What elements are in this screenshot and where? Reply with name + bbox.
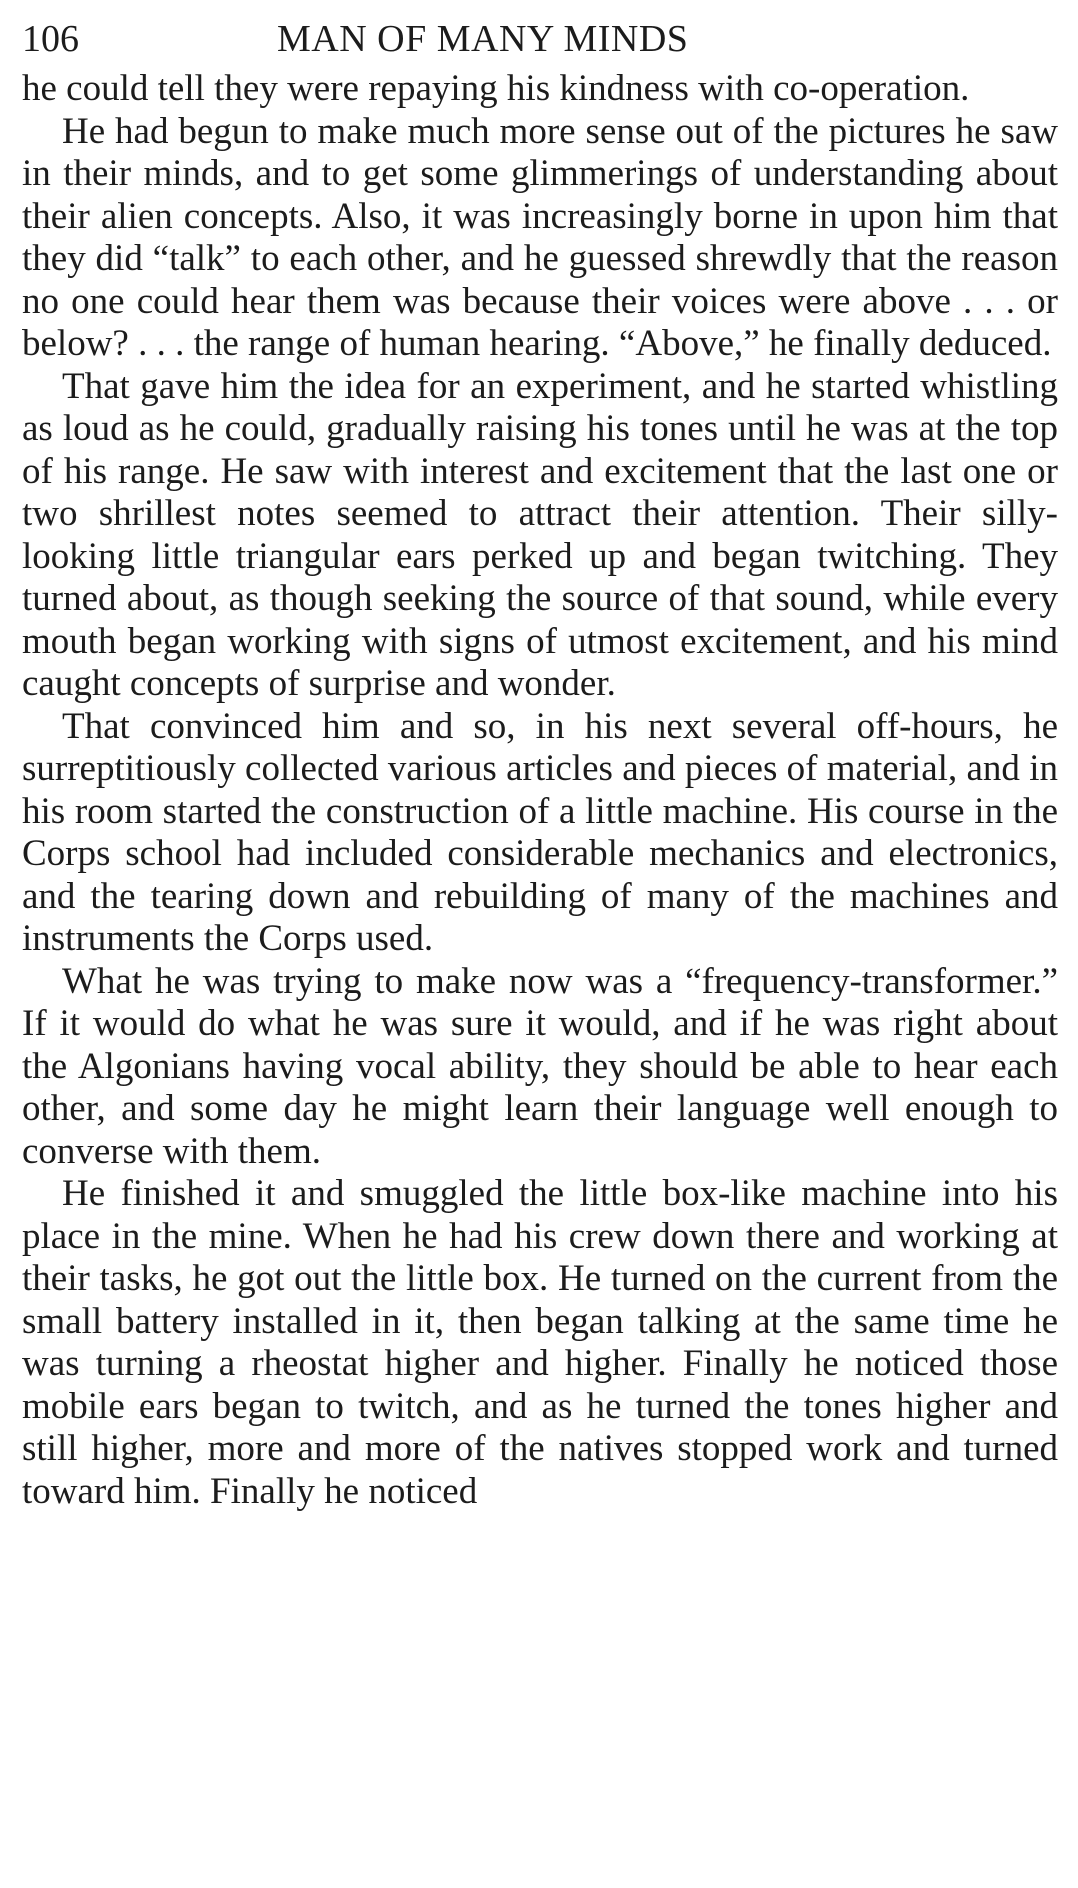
paragraph: That convinced him and so, in his next several off-hours, he surreptitiously collected various articles and pieces of material, and in his room started the construction of a little machine. His course in the Corps school had included considerable mechanics and electronics, and the tearing down and rebuilding of many of the machines and instruments the Corps used. [22,705,1058,959]
paragraph-continued: he could tell they were repaying his kindness with co-operation. [22,68,970,109]
paragraph: He finished it and smuggled the little box-like machine into his place in the mine. When he had his crew down there and working at their tasks, he got out the little box. He turned on the current from the small battery installed in it, then began talking at the same time he was turning a rheostat higher and higher. Finally he noticed those mobile ears began to twitch, and as he turned the tones higher and still higher, more and more of the natives stopped work and turned toward him. Finally he noticed [22,1173,1058,1512]
page-number: 106 [22,18,79,60]
running-title: MAN OF MANY MINDS [277,18,689,60]
page-header [22,10,1058,68]
paragraph: What he was trying to make now was a “frequency-transformer.” If it would do what he was sure it would, and if he was right about the Algonians having vocal ability, they should be able to hear each other, and some day he might learn their language well enough to converse with them. [22,960,1058,1172]
book-page [22,10,1058,1513]
body-text [22,68,1058,1513]
paragraph: That gave him the idea for an experiment, and he started whistling as loud as he could, gradually raising his tones until he was at the top of his range. He saw with interest and excitement that the last one or two shrillest notes seemed to attract their attention. Their silly-looking little triangular ears perked up and began twitching. They turned about, as though seeking the source of that sound, while every mouth began working with signs of utmost excitement, and his mind caught concepts of surprise and wonder. [22,365,1058,704]
paragraph: He had begun to make much more sense out of the pictures he saw in their minds, and to get some glimmerings of understanding about their alien concepts. Also, it was increasingly borne in upon him that they did “talk” to each other, and he guessed shrewdly that the reason no one could hear them was because their voices were above . . . or below? . . . the range of human hearing. “Above,” he finally deduced. [22,110,1058,364]
